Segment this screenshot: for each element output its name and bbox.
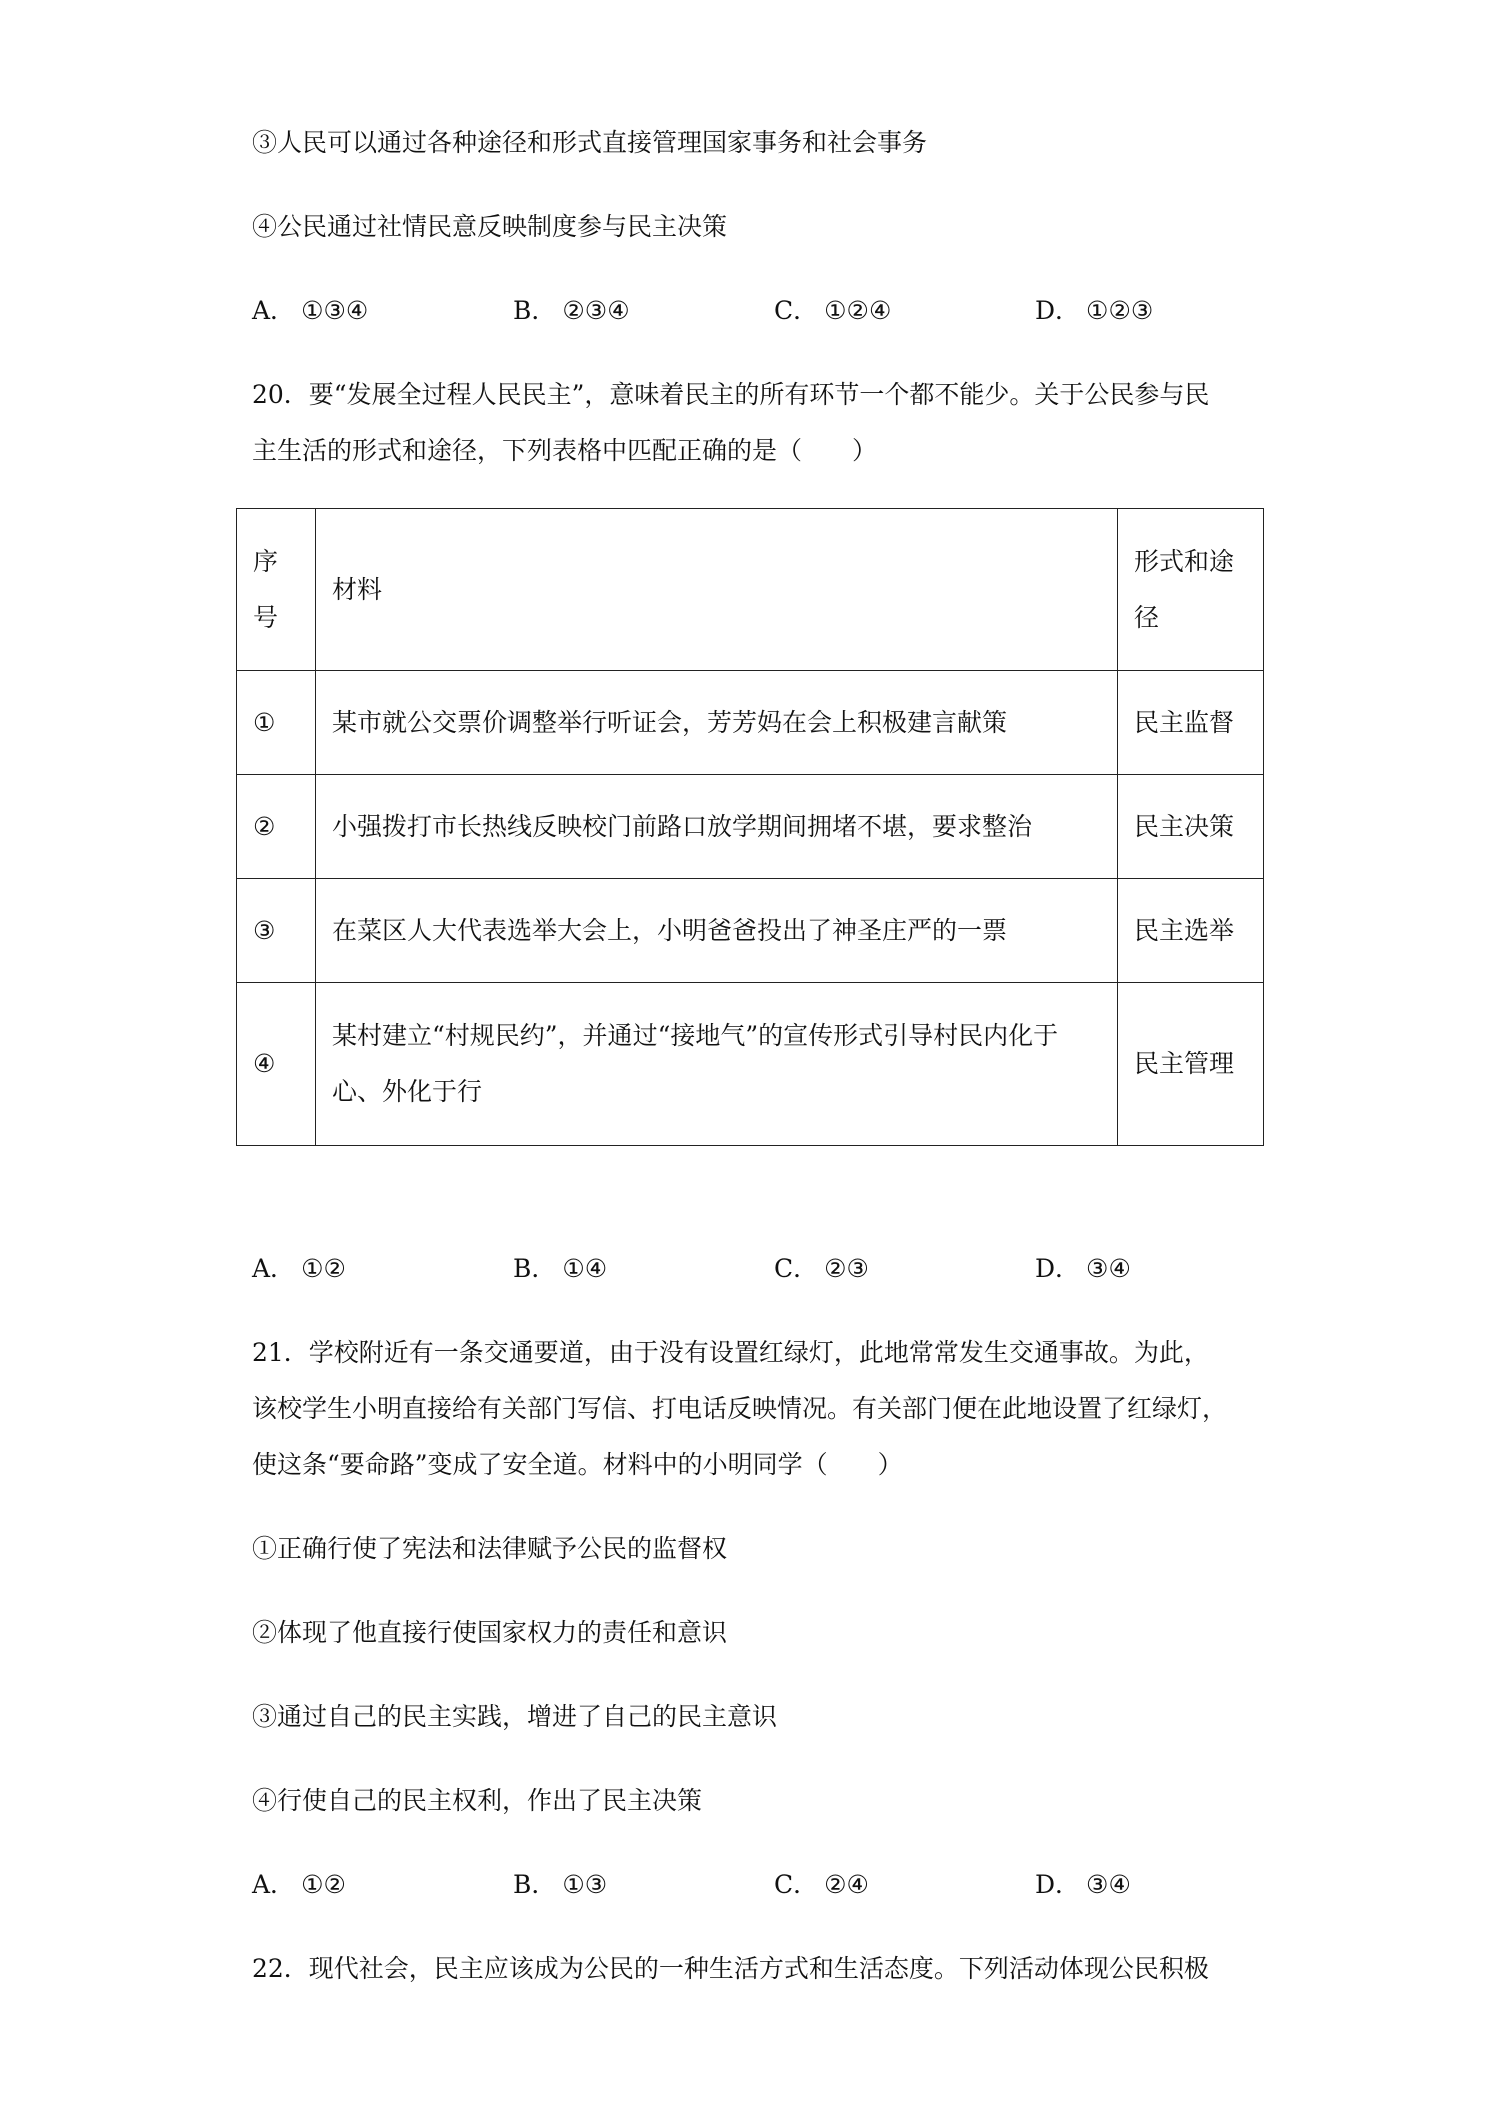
q22-stem-line-1: 22．现代社会，民主应该成为公民的一种生活方式和生活态度。下列活动体现公民积极 [252, 1954, 1209, 1983]
q20-option-c[interactable]: C． ②③ [774, 1254, 869, 1283]
row-material: 在菜区人大代表选举大会上，小明爸爸投出了神圣庄严的一票 [316, 879, 1118, 983]
q19-option-b[interactable]: B． ②③④ [513, 296, 630, 325]
table-header-row [237, 509, 1264, 671]
q19-options [252, 294, 1252, 328]
table-row [237, 879, 1264, 983]
row-material: 小强拨打市长热线反映校门前路口放学期间拥堵不堪，要求整治 [316, 775, 1118, 879]
table-row [237, 983, 1264, 1146]
q21-options [252, 1868, 1252, 1902]
row-material: 某村建立“村规民约”，并通过“接地气”的宣传形式引导村民内化于心、外化于行 [316, 983, 1118, 1146]
header-number: 序号 [237, 509, 316, 671]
header-form: 形式和途径 [1118, 509, 1264, 671]
q20-match-table [236, 508, 1264, 1146]
q21-stem-line-1: 21．学校附近有一条交通要道，由于没有设置红绿灯，此地常常发生交通事故。为此， [252, 1338, 1209, 1367]
q21-option-b[interactable]: B． ①③ [513, 1870, 608, 1899]
q19-option-a[interactable]: A． ①③④ [252, 296, 369, 325]
table-row [237, 671, 1264, 775]
q21-option-a[interactable]: A． ①② [252, 1870, 346, 1899]
q20-option-b[interactable]: B． ①④ [513, 1254, 608, 1283]
row-number: ③ [237, 879, 316, 983]
q19-option-c[interactable]: C． ①②④ [774, 296, 892, 325]
q21-option-c[interactable]: C． ②④ [774, 1870, 869, 1899]
q21-stem-line-3: 使这条“要命路”变成了安全道。材料中的小明同学（ ） [252, 1450, 903, 1479]
q20-option-a[interactable]: A． ①② [252, 1254, 346, 1283]
q20-stem-line-1: 20．要“发展全过程人民民主”，意味着民主的所有环节一个都不能少。关于公民参与民 [252, 380, 1210, 409]
row-number: ④ [237, 983, 316, 1146]
q20-stem-line-2: 主生活的形式和途径，下列表格中匹配正确的是（ ） [252, 436, 878, 465]
q21-stem-line-2: 该校学生小明直接给有关部门写信、打电话反映情况。有关部门便在此地设置了红绿灯， [252, 1394, 1228, 1423]
table-row [237, 775, 1264, 879]
row-number: ① [237, 671, 316, 775]
q21-item-1: ①正确行使了宪法和法律赋予公民的监督权 [252, 1534, 728, 1563]
row-material: 某市就公交票价调整举行听证会，芳芳妈在会上积极建言献策 [316, 671, 1118, 775]
q21-option-d[interactable]: D． ③④ [1035, 1870, 1131, 1899]
q19-option-d[interactable]: D． ①②③ [1035, 296, 1154, 325]
row-form: 民主管理 [1118, 983, 1264, 1146]
q19-item-4: ④公民通过社情民意反映制度参与民主决策 [252, 212, 728, 241]
q21-item-3: ③通过自己的民主实践，增进了自己的民主意识 [252, 1702, 778, 1731]
row-form: 民主决策 [1118, 775, 1264, 879]
header-material: 材料 [316, 509, 1118, 671]
q20-options [252, 1252, 1252, 1286]
q21-item-4: ④行使自己的民主权利，作出了民主决策 [252, 1786, 703, 1815]
row-form: 民主选举 [1118, 879, 1264, 983]
row-number: ② [237, 775, 316, 879]
q20-option-d[interactable]: D． ③④ [1035, 1254, 1131, 1283]
row-form: 民主监督 [1118, 671, 1264, 775]
q19-item-3: ③人民可以通过各种途径和形式直接管理国家事务和社会事务 [252, 128, 928, 157]
q21-item-2: ②体现了他直接行使国家权力的责任和意识 [252, 1618, 728, 1647]
